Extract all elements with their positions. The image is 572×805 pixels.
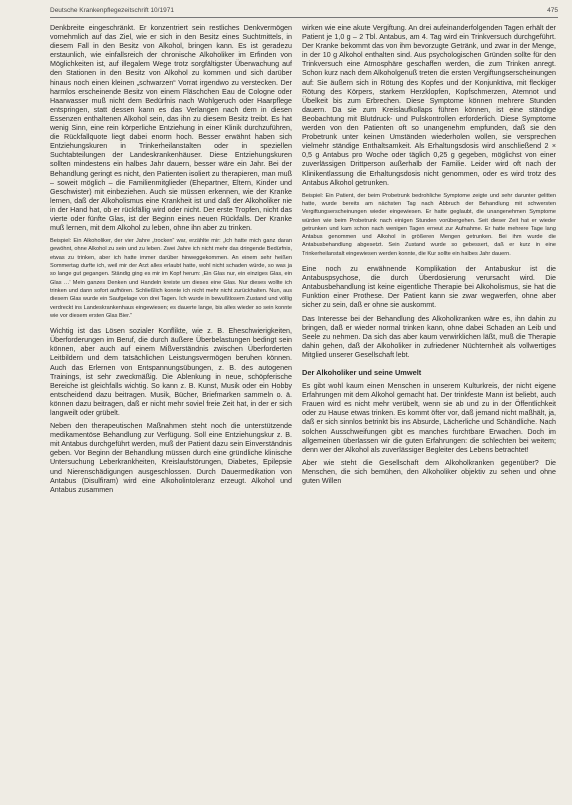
page-number: 475 [547,7,558,14]
paragraph: Neben den therapeutischen Maßnahmen steht noch die unterstützende medikamentöse Behandlung zur Verfügung. Soll eine Entziehungskur z. B. mit Antabus durchgeführt werden, muß der Patient dazu sein Einverständnis geben. Vor Beginn der Behandlung müssen durch eine gründliche klinische Untersuchung Leberkrankheiten, Kreislaufstörungen, Diabetes, Epilepsie und Nierenschädigungen ausgeschlossen. Durch Dauermedikation von Antabus (Disulfiram) wird eine Alkoholintoleranz erzeugt. Alkohol und Antabus zusammen [50,422,292,494]
section-heading: Der Alkoholiker und seine Umwelt [302,368,422,377]
paragraph: Aber wie steht die Gesellschaft dem Alkoholkranken gegenüber? Die Menschen, die sich bemühen, den Alkoholiker objektiv zu sehen und ohne guten Willen [302,458,556,486]
paragraph: Eine noch zu erwähnende Komplikation der Antabuskur ist die Antabuspsychose, die durch Überdosierung verursacht wird. Die Antabusbehandlung ist keine eigentliche Therapie bei Alkoholismus, sie hat die Funktion einer Prothese. Der Patient kann sie zwar wegwerfen, ohne aber sicher zu sein, daß er ohne sie auskommt. [302,265,556,310]
paragraph: Denkbreite eingeschränkt. Er konzentriert sein restliches Denkvermögen vornehmlich auf das Ziel, wie er sich in den Besitz eines Suchtmittels, in diesem Fall in den Besitz von Alkohol, bringen kann. Es ist geradezu erstaunlich, wie einfallsreich der chronische Alkoholiker im Erfinden von Möglichkeiten ist, auf illegalem Wege trotz sorgfältigster Überwachung auf den Stationen in den Besitz von Alkohol zu kommen und sich darüber hinaus noch einen kleinen „schwarzen“ Vorrat irgendwo zu verstecken. Der harmlos erscheinende Besitz von einem Fläschchen Eau de Cologne oder Haarwasser muß nicht dem Bedürfnis nach Wohlgeruch oder Haarpflege entspringen, statt dessen kann es das Verlangen nach dem in diesen Essenzen enthaltenen Alkohol sein, das ihn zu diesem Besitz treibt. Es hat wenig Sinn, eine rein körperliche Entziehung in einer Klinik durchzuführen, die Rückfallquote liegt dabei enorm hoch. Besser erwähnt haben sich Entziehungskuren in Trinkerheilanstalten oder in speziellen Suchtabteilungen der Landeskrankenhäuser. Diese Entziehungskuren sollten mindestens ein halbes Jahr dauern, besser wäre ein Jahr. Bei der Behandlung geringt es nicht, den Patienten isoliert zu therapieren, man muß – soweit möglich – die Familienmitglieder (Ehepartner, Eltern, Kinder und Geschwister) mit einbeziehen. Auch sie müssen erkennen, wie der Kranke lernen, daß der Alkoholismus eine Krankheit ist und daß der Alkoholiker nie in der Hand hat, ob er rückfällig wird oder nicht. Der erste Tropfen, nicht das vierte oder fünfte Glas, ist der Beginn eines neuen Rückfalls. Der Kranke muß lernen, mit dem Alkohol zu leben, ohne ihn aber zu trinken. [50,24,292,233]
page-header [50,7,558,21]
paragraph: Es gibt wohl kaum einen Menschen in unserem Kulturkreis, der nicht eigene Erfahrungen mit dem Alkohol gemacht hat. Der trinkfeste Mann ist beliebt, auch Frauen wird es nicht mehr verübelt, wenn sie ab und zu in der Öffentlichkeit oder zu Hause etwas trinken. Es kommt öfter vor, daß jemand nicht maßhält, ja, daß er sich sinnlos betrinkt bis ins Absurde, Lächerliche und Schändliche. Nach solchen Ausschweifungen gibt es manches furchtbare Erwachen. Doch im allgemeinen überlassen wir die guten Erfahrungen: die schlechten bei weitem; denn wer der Alkohol als zuverlässiger Begleiter des Lebens betrachtet! [302,382,556,454]
header-rule [50,17,558,18]
example-paragraph: Beispiel: Ein Alkoholiker, der vier Jahre „trocken“ war, erzählte mir: „Ich hatte mich ganz daran gewöhnt, ohne Alkohol zu sein und zu leben. Zwei Jahre ich nicht mehr das dringende Bedürfnis, etwas zu trinken, aber ich hatte immer darüber hinweggekommen. An einem sehr heißen Sommertag durfte ich, weil mir der Arzt alles erlaubt hatte, wohl nicht schaden würde, so was ja so lange gut gegangen. Ständig ging es mir im Kopf herum: ‚Ein Glas nur, ein einziges Glas, ein Glas …‘ Mein ganzes Denken und Handeln kreiste um dieses eine Glas. Nur dieses wollte ich trinken und dann sofort aufhören. Schließlich konnte ich nicht mehr nicht zurückhalten. Nun, aus diesem Glas wurde ein Saufgelage von drei Tagen. Ich wurde in bewußtlosem Zustand und völlig verdreckt ins Landeskrankenhaus eingewiesen; es dauerte lange, bis alles wieder so sein konnte wie vor diesem ersten Glas Bier.“ [50,238,292,319]
paragraph: wirken wie eine akute Vergiftung. An drei aufeinanderfolgenden Tagen erhält der Patient je 1,0 g – 2 Tbl. Antabus, am 4. Tag wird ein Trinkversuch durchgeführt. Der Kranke bekommt das von ihm bevorzugte Getränk, und zwar in der Menge, in der 10 g Alkohol enthalten sind. Aus psychologischen Gründen sollte für den Trinkversuch eine Atmosphäre geschaffen werden, die zum Trinken anregt. Schon kurz nach dem Alkoholgenuß treten die ersten Vergiftungserscheinungen auf: Sie äußern sich in Rötung des Kopfes und der Konjunktiva, mit fleckiger Rötung des Körpers, starkem Herzklopfen, Kopfschmerzen, Atemnot und Übelkeit bis zum Erbrechen. Diese Symptome können mehrere Stunden dauern. Da sie zum Kreislaufkollaps führen können, ist eine ständige Beobachtung mit Blutdruck- und Pulskontrollen erforderlich. Diese Symptome werden von den Patienten oft so unangenehm empfunden, daß sie den Probetrunk unter keinen Umständen wiederholen wollen, sie versprechen vielmehr ständige Enthaltsamkeit. Als Erhaltungsdosis wird anschließend 2 × 0,5 g Antabus pro Woche oder täglich 0,25 g gegeben, möglichst von einer zuverlässigen Drittperson außerhalb der Familie. Leider wird oft nach der Klinikentlassung die Erhaltungsdosis nicht genommen, oder es wird trotz des Antabus Alkohol getrunken. [302,24,556,187]
left-column [50,24,292,499]
paragraph: Das Interesse bei der Behandlung des Alkoholkranken wäre es, ihn dahin zu bringen, daß er wieder normal trinken kann, ohne dabei Schaden an Leib und Seele zu nehmen. Da sich das aber kaum verwirklichen läßt, muß die Therapie dahin gehen, daß der Alkoholiker in zufriedener Nüchternheit als vollwertiges Mitglied unserer Gesellschaft lebt. [302,314,556,359]
paragraph: Wichtig ist das Lösen sozialer Konflikte, wie z. B. Eheschwierigkeiten, Überforderungen im Beruf, die durch äußere Überbelastungen bedingt sein können, aber auch auf einem Mißverständnis zwischen Überforderten Leitbildern und dem tatsächlichen Leistungsvermögen beruhen können. Auch das Erlernen von Entspannungsübungen, z. B. des autogenen Trainings, ist sehr zweckmäßig. Die Ablenkung in neue, schöpferische Bereiche ist gleichfalls wichtig. So kann z. B. Kunst, Musik oder ein Hobby entscheidend dazu beitragen. Musik, Bücher, Briefmarken sammeln o. ä. können dazu beitragen, daß er nicht mehr soviel freie Zeit hat, in der er sich langweilt oder grübelt. [50,327,292,417]
example-paragraph: Beispiel: Ein Patient, der beim Probetrunk bedrohliche Symptome zeigte und sehr darunter gelitten hatte, wurde bereits am nächsten Tag nach Abbruch der Behandlung mit schwersten Vergiftungserscheinungen wieder eingewiesen. Er hatte geglaubt, die unangenehmen Symptome würden wie beim Probetrunk nach einigen Stunden vorübergehen. Seit dieser Zeit hat er wieder getrunken und kam schon nach wenigen Tagen erneut zur Aufnahme. Er hatte mehrere Tage lang Antabus genommen und Alkohol in größeren Mengen getrunken. Bei ihm wurde die Antabusbehandlung abgesetzt. Sein Zustand wurde so gebessert, daß er kurz in eine Trinkerheilanstalt eingewiesen werden konnte, die Kur sollte ein halbes Jahr dauern. [302,192,556,257]
right-column [302,24,556,490]
journal-title: Deutsche Krankenpflegezeitschrift 10/1971 [50,7,174,14]
